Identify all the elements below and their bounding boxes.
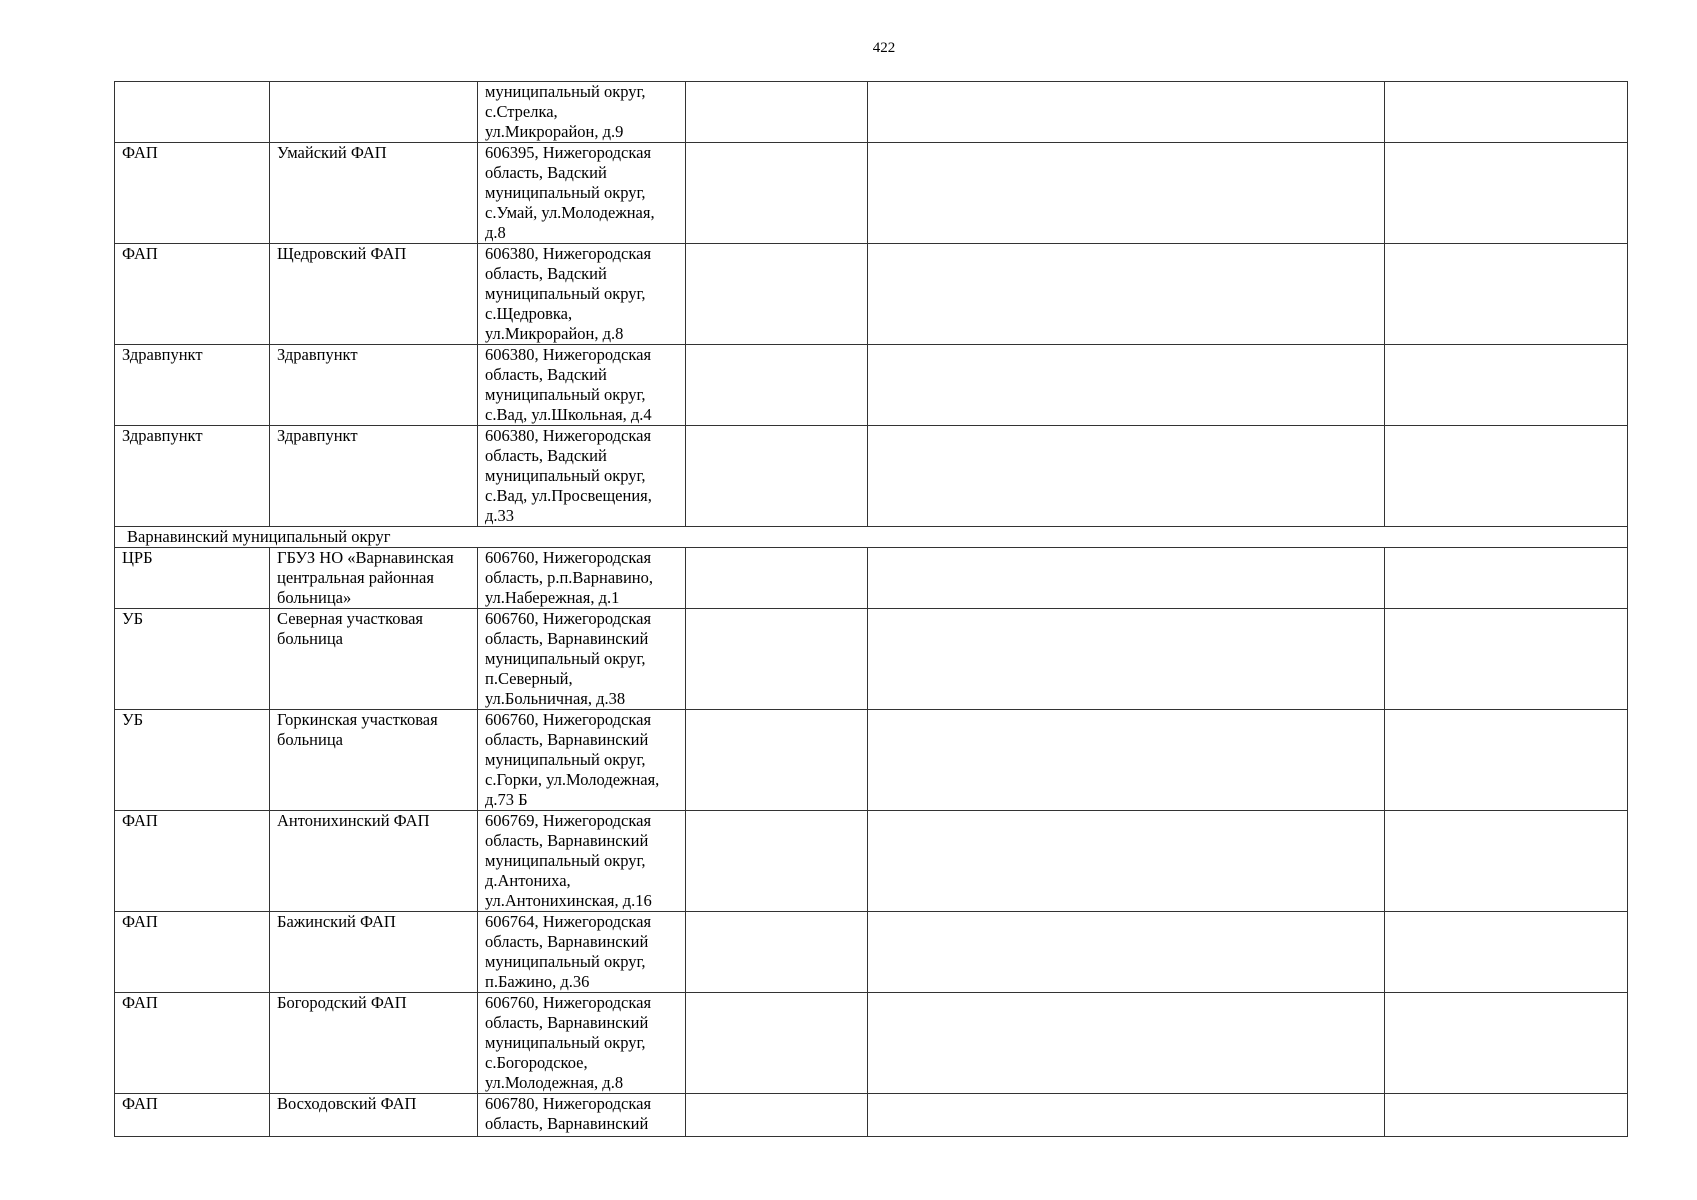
address-line: область, Варнавинский <box>485 831 649 850</box>
address-line: муниципальный округ, <box>485 952 646 971</box>
facility-type-cell: ФАП <box>115 143 270 244</box>
facility-name-line: Щедровский ФАП <box>277 244 407 263</box>
address-line: область, Вадский <box>485 163 607 182</box>
address-line: с.Богородское, <box>485 1053 588 1072</box>
facility-address-cell <box>478 993 686 1094</box>
facility-name-cell <box>270 143 478 244</box>
address-line: с.Стрелка, <box>485 102 558 121</box>
section-title: Варнавинский муниципальный округ <box>115 527 1628 548</box>
address-line: муниципальный округ, <box>485 385 646 404</box>
address-line: ул.Набережная, д.1 <box>485 588 620 607</box>
table-row <box>115 993 1628 1094</box>
address-line: 606380, Нижегородская <box>485 345 652 364</box>
empty-cell <box>868 609 1385 710</box>
facility-name-line: Здравпункт <box>277 345 358 364</box>
facility-type-cell: УБ <box>115 609 270 710</box>
facility-name-line: больница <box>277 629 343 648</box>
facility-name-cell <box>270 345 478 426</box>
address-line: 606380, Нижегородская <box>485 244 652 263</box>
address-line: ул.Больничная, д.38 <box>485 689 626 708</box>
facility-name-line: Здравпункт <box>277 426 358 445</box>
empty-cell <box>1385 244 1628 345</box>
facility-type-cell: УБ <box>115 710 270 811</box>
address-line: д.8 <box>485 223 506 242</box>
empty-cell <box>868 426 1385 527</box>
facility-address-cell <box>478 811 686 912</box>
table-row <box>115 426 1628 527</box>
address-line: 606395, Нижегородская <box>485 143 652 162</box>
facility-type-cell: ФАП <box>115 811 270 912</box>
empty-cell <box>686 1094 868 1137</box>
facility-address-cell <box>478 244 686 345</box>
address-line: муниципальный округ, <box>485 183 646 202</box>
facility-name-cell <box>270 1094 478 1137</box>
empty-cell <box>1385 609 1628 710</box>
empty-cell <box>1385 710 1628 811</box>
facility-address-cell <box>478 82 686 143</box>
empty-cell <box>1385 426 1628 527</box>
address-line: область, Вадский <box>485 264 607 283</box>
facility-name-cell <box>270 244 478 345</box>
table-row <box>115 244 1628 345</box>
address-line: муниципальный округ, <box>485 466 646 485</box>
empty-cell <box>1385 1094 1628 1137</box>
facility-name-cell <box>270 993 478 1094</box>
address-line: муниципальный округ, <box>485 82 646 101</box>
facility-address-cell <box>478 912 686 993</box>
empty-cell <box>686 811 868 912</box>
address-line: муниципальный округ, <box>485 750 646 769</box>
address-line: с.Щедровка, <box>485 304 573 323</box>
table-row <box>115 345 1628 426</box>
facility-name-cell <box>270 426 478 527</box>
address-line: область, Вадский <box>485 365 607 384</box>
empty-cell <box>1385 548 1628 609</box>
facility-name-line: Умайский ФАП <box>277 143 387 162</box>
facility-name-cell <box>270 912 478 993</box>
address-line: муниципальный округ, <box>485 649 646 668</box>
facility-name-line: Горкинская участковая <box>277 710 438 729</box>
address-line: область, Варнавинский <box>485 932 649 951</box>
empty-cell <box>868 710 1385 811</box>
table-row <box>115 609 1628 710</box>
address-line: п.Северный, <box>485 669 573 688</box>
facility-name-cell <box>270 811 478 912</box>
facility-address-cell <box>478 426 686 527</box>
table-row <box>115 912 1628 993</box>
empty-cell <box>686 244 868 345</box>
empty-cell <box>868 143 1385 244</box>
facility-name-line: центральная районная <box>277 568 434 587</box>
table-row <box>115 143 1628 244</box>
empty-cell <box>686 82 868 143</box>
table-row <box>115 1094 1628 1137</box>
address-line: с.Вад, ул.Школьная, д.4 <box>485 405 652 424</box>
empty-cell <box>868 1094 1385 1137</box>
address-line: ул.Молодежная, д.8 <box>485 1073 624 1092</box>
address-line: ул.Микрорайон, д.9 <box>485 122 624 141</box>
address-line: 606780, Нижегородская <box>485 1094 652 1113</box>
address-line: область, Варнавинский <box>485 730 649 749</box>
facility-name-line: Восходовский ФАП <box>277 1094 417 1113</box>
facility-address-cell <box>478 609 686 710</box>
address-line: область, Вадский <box>485 446 607 465</box>
section-header-row <box>115 527 1628 548</box>
facility-name-cell <box>270 609 478 710</box>
address-line: 606380, Нижегородская <box>485 426 652 445</box>
facility-name-line: Северная участковая <box>277 609 423 628</box>
empty-cell <box>1385 82 1628 143</box>
empty-cell <box>686 143 868 244</box>
empty-cell <box>868 548 1385 609</box>
address-line: д.73 Б <box>485 790 528 809</box>
empty-cell <box>686 609 868 710</box>
facility-name-line: Антонихинский ФАП <box>277 811 430 830</box>
empty-cell <box>686 912 868 993</box>
address-line: область, Варнавинский <box>485 629 649 648</box>
empty-cell <box>1385 811 1628 912</box>
facility-address-cell <box>478 345 686 426</box>
facility-name-cell <box>270 82 478 143</box>
empty-cell <box>868 244 1385 345</box>
address-line: муниципальный округ, <box>485 1033 646 1052</box>
empty-cell <box>868 811 1385 912</box>
address-line: д.33 <box>485 506 515 525</box>
address-line: область, р.п.Варнавино, <box>485 568 653 587</box>
empty-cell <box>686 345 868 426</box>
address-line: ул.Антонихинская, д.16 <box>485 891 652 910</box>
empty-cell <box>868 993 1385 1094</box>
address-line: 606760, Нижегородская <box>485 548 652 567</box>
facility-type-cell: Здравпункт <box>115 426 270 527</box>
address-line: область, Варнавинский <box>485 1114 649 1133</box>
empty-cell <box>1385 345 1628 426</box>
empty-cell <box>1385 912 1628 993</box>
facility-type-cell: ФАП <box>115 912 270 993</box>
empty-cell <box>686 993 868 1094</box>
empty-cell <box>868 345 1385 426</box>
facility-name-cell <box>270 710 478 811</box>
facility-name-line: больница» <box>277 588 352 607</box>
address-line: п.Бажино, д.36 <box>485 972 590 991</box>
address-line: 606764, Нижегородская <box>485 912 652 931</box>
facility-address-cell <box>478 1094 686 1137</box>
facility-type-cell: ФАП <box>115 244 270 345</box>
empty-cell <box>686 548 868 609</box>
address-line: с.Умай, ул.Молодежная, <box>485 203 655 222</box>
facility-name-line: Богородский ФАП <box>277 993 407 1012</box>
address-line: муниципальный округ, <box>485 851 646 870</box>
facility-type-cell <box>115 82 270 143</box>
facility-address-cell <box>478 548 686 609</box>
facility-name-line: больница <box>277 730 343 749</box>
facility-type-cell: ЦРБ <box>115 548 270 609</box>
address-line: 606760, Нижегородская <box>485 609 652 628</box>
facility-name-line: ГБУЗ НО «Варнавинская <box>277 548 454 567</box>
page-number: 422 <box>872 40 896 56</box>
facilities-table <box>114 81 1628 1137</box>
address-line: с.Горки, ул.Молодежная, <box>485 770 660 789</box>
facility-address-cell <box>478 143 686 244</box>
empty-cell <box>868 82 1385 143</box>
facility-type-cell: Здравпункт <box>115 345 270 426</box>
address-line: область, Варнавинский <box>485 1013 649 1032</box>
table-body <box>115 82 1628 1137</box>
empty-cell <box>686 426 868 527</box>
empty-cell <box>868 912 1385 993</box>
table-row <box>115 811 1628 912</box>
facility-name-line: Бажинский ФАП <box>277 912 396 931</box>
empty-cell <box>686 710 868 811</box>
address-line: 606760, Нижегородская <box>485 993 652 1012</box>
address-line: д.Антониха, <box>485 871 571 890</box>
empty-cell <box>1385 143 1628 244</box>
facility-type-cell: ФАП <box>115 993 270 1094</box>
address-line: 606769, Нижегородская <box>485 811 652 830</box>
empty-cell <box>1385 993 1628 1094</box>
address-line: муниципальный округ, <box>485 284 646 303</box>
table-row <box>115 548 1628 609</box>
table-row <box>115 710 1628 811</box>
address-line: ул.Микрорайон, д.8 <box>485 324 624 343</box>
facility-name-cell <box>270 548 478 609</box>
facility-type-cell: ФАП <box>115 1094 270 1137</box>
facility-address-cell <box>478 710 686 811</box>
address-line: с.Вад, ул.Просвещения, <box>485 486 652 505</box>
address-line: 606760, Нижегородская <box>485 710 652 729</box>
table-row <box>115 82 1628 143</box>
